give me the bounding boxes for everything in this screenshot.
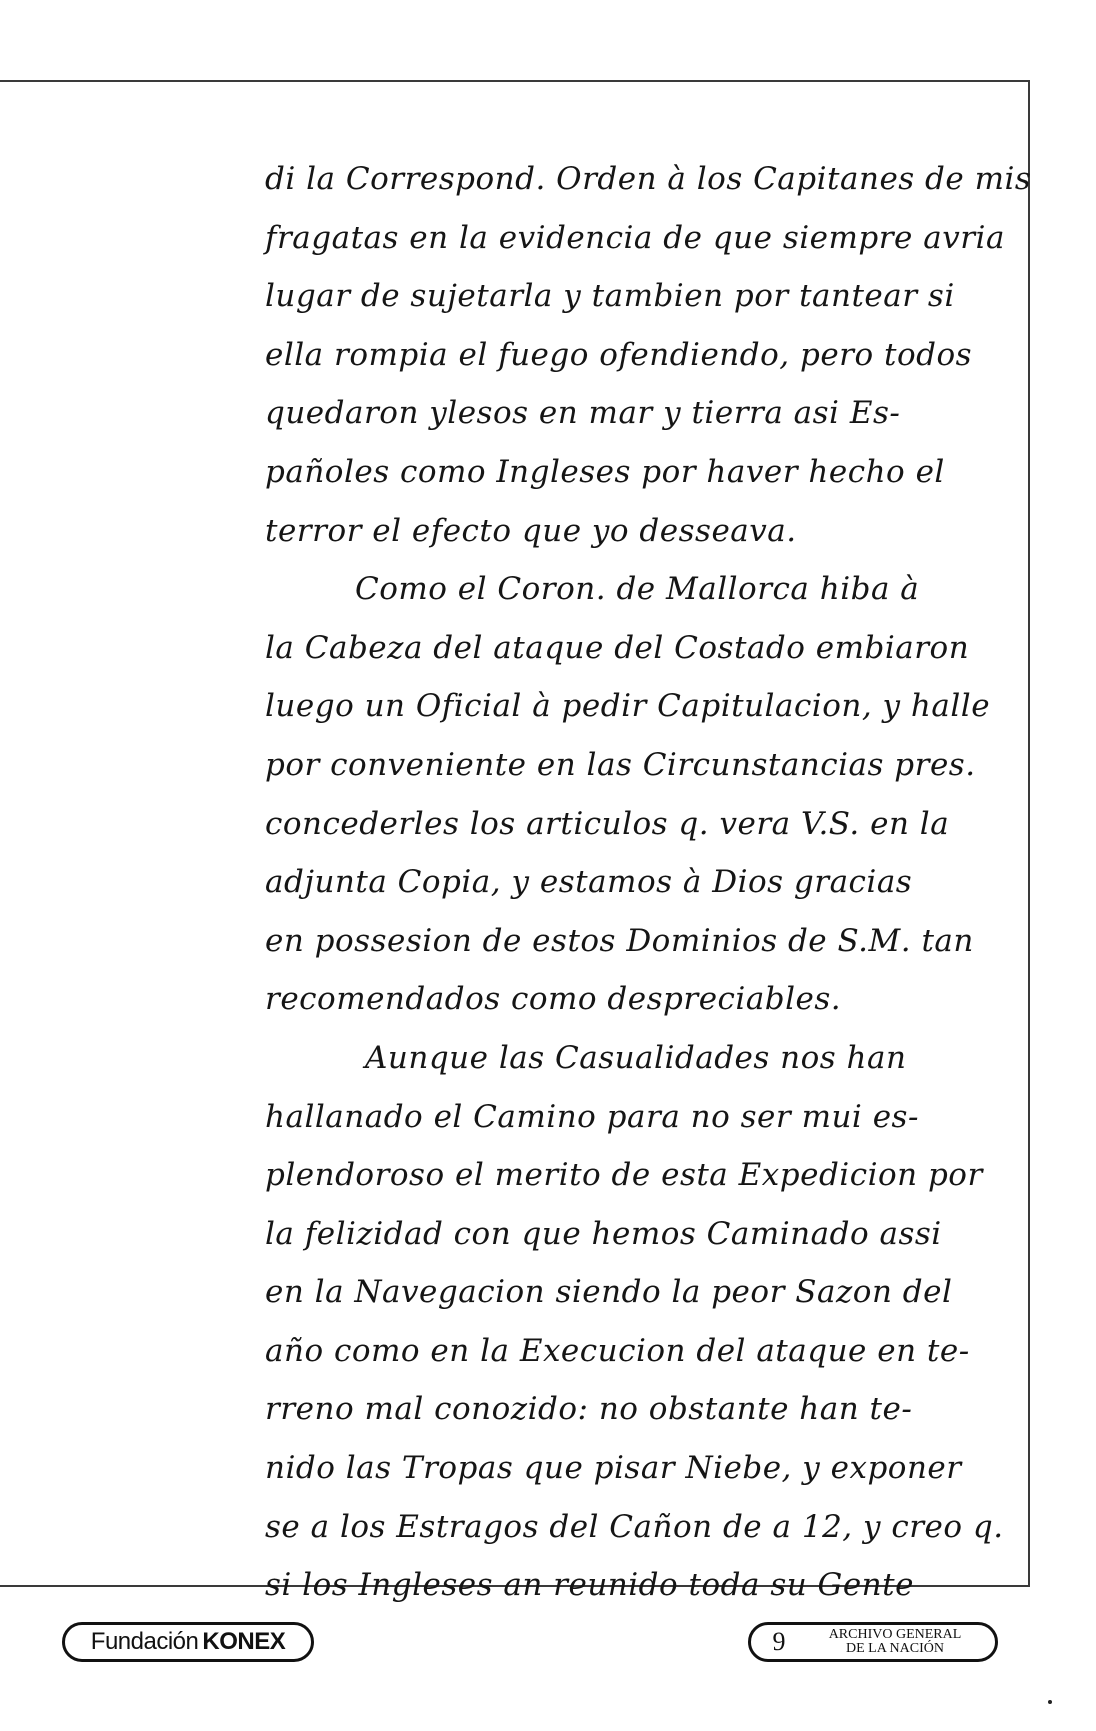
manuscript-line: plendoroso el merito de esta Expedicion por [265,1157,983,1194]
manuscript-line: año como en la Execucion del ataque en te- [265,1332,970,1369]
manuscript-line: Como el Coron. de Mallorca hiba à [355,571,920,608]
manuscript-line: recomendados como despreciables. [265,981,842,1018]
manuscript-line: por conveniente en las Circunstancias pres. [265,746,976,783]
manuscript-line: Aunque las Casualidades nos han [365,1039,907,1076]
manuscript-line: en la Navegacion siendo la peor Sazon del [265,1274,953,1311]
konex-logo-prefix: Fundación [90,1628,199,1655]
konex-logo-name: KONEX [202,1628,286,1655]
archive-name-line2: DE LA NACIÓN [846,1641,944,1656]
manuscript-line: pañoles como Ingleses por haver hecho el [265,453,945,490]
manuscript-line: nido las Tropas que pisar Niebe, y exponer [265,1450,962,1487]
fundacion-konex-logo [62,1622,314,1662]
manuscript-line: la Cabeza del ataque del Costado embiaron [265,629,970,666]
manuscript-line: quedaron ylesos en mar y tierra asi Es- [265,395,901,432]
archive-badge [748,1622,998,1662]
manuscript-line: adjunta Copia, y estamos à Dios gracias [265,864,913,901]
archive-name [807,1628,995,1656]
page-footer [0,1622,1096,1682]
archive-name-line1: ARCHIVO GENERAL [828,1627,962,1642]
manuscript-line: la felizidad con que hemos Caminado assi [265,1215,942,1252]
manuscript-line: fragatas en la evidencia de que siempre avria [265,219,1005,256]
manuscript-line: terror el efecto que yo desseava. [265,512,797,549]
manuscript-line: concederles los articulos q. vera V.S. en la [265,805,950,842]
scan-speck [1048,1700,1052,1704]
manuscript-line: di la Correspond. Orden à los Capitanes de mis [265,161,1032,197]
manuscript-line: luego un Oficial à pedir Capitulacion, y halle [265,688,991,725]
manuscript-line: ella rompia el fuego ofendiendo, pero todos [265,336,973,373]
manuscript-page [265,150,1032,1615]
manuscript-line: hallanado el Camino para no ser mui es- [265,1098,919,1135]
manuscript-line: en possesion de estos Dominios de S.M. tan [265,922,974,959]
top-border-line [0,80,1030,82]
manuscript-line: se a los Estragos del Cañon de a 12, y creo q. [265,1508,1004,1545]
manuscript-line: si los Ingleses an reunido toda su Gente [265,1567,914,1604]
manuscript-line: rreno mal conozido: no obstante han te- [265,1391,913,1428]
right-border-line [1028,80,1030,1585]
manuscript-line: lugar de sujetarla y tambien por tantear si [265,278,955,315]
page-number: 9 [772,1627,786,1656]
